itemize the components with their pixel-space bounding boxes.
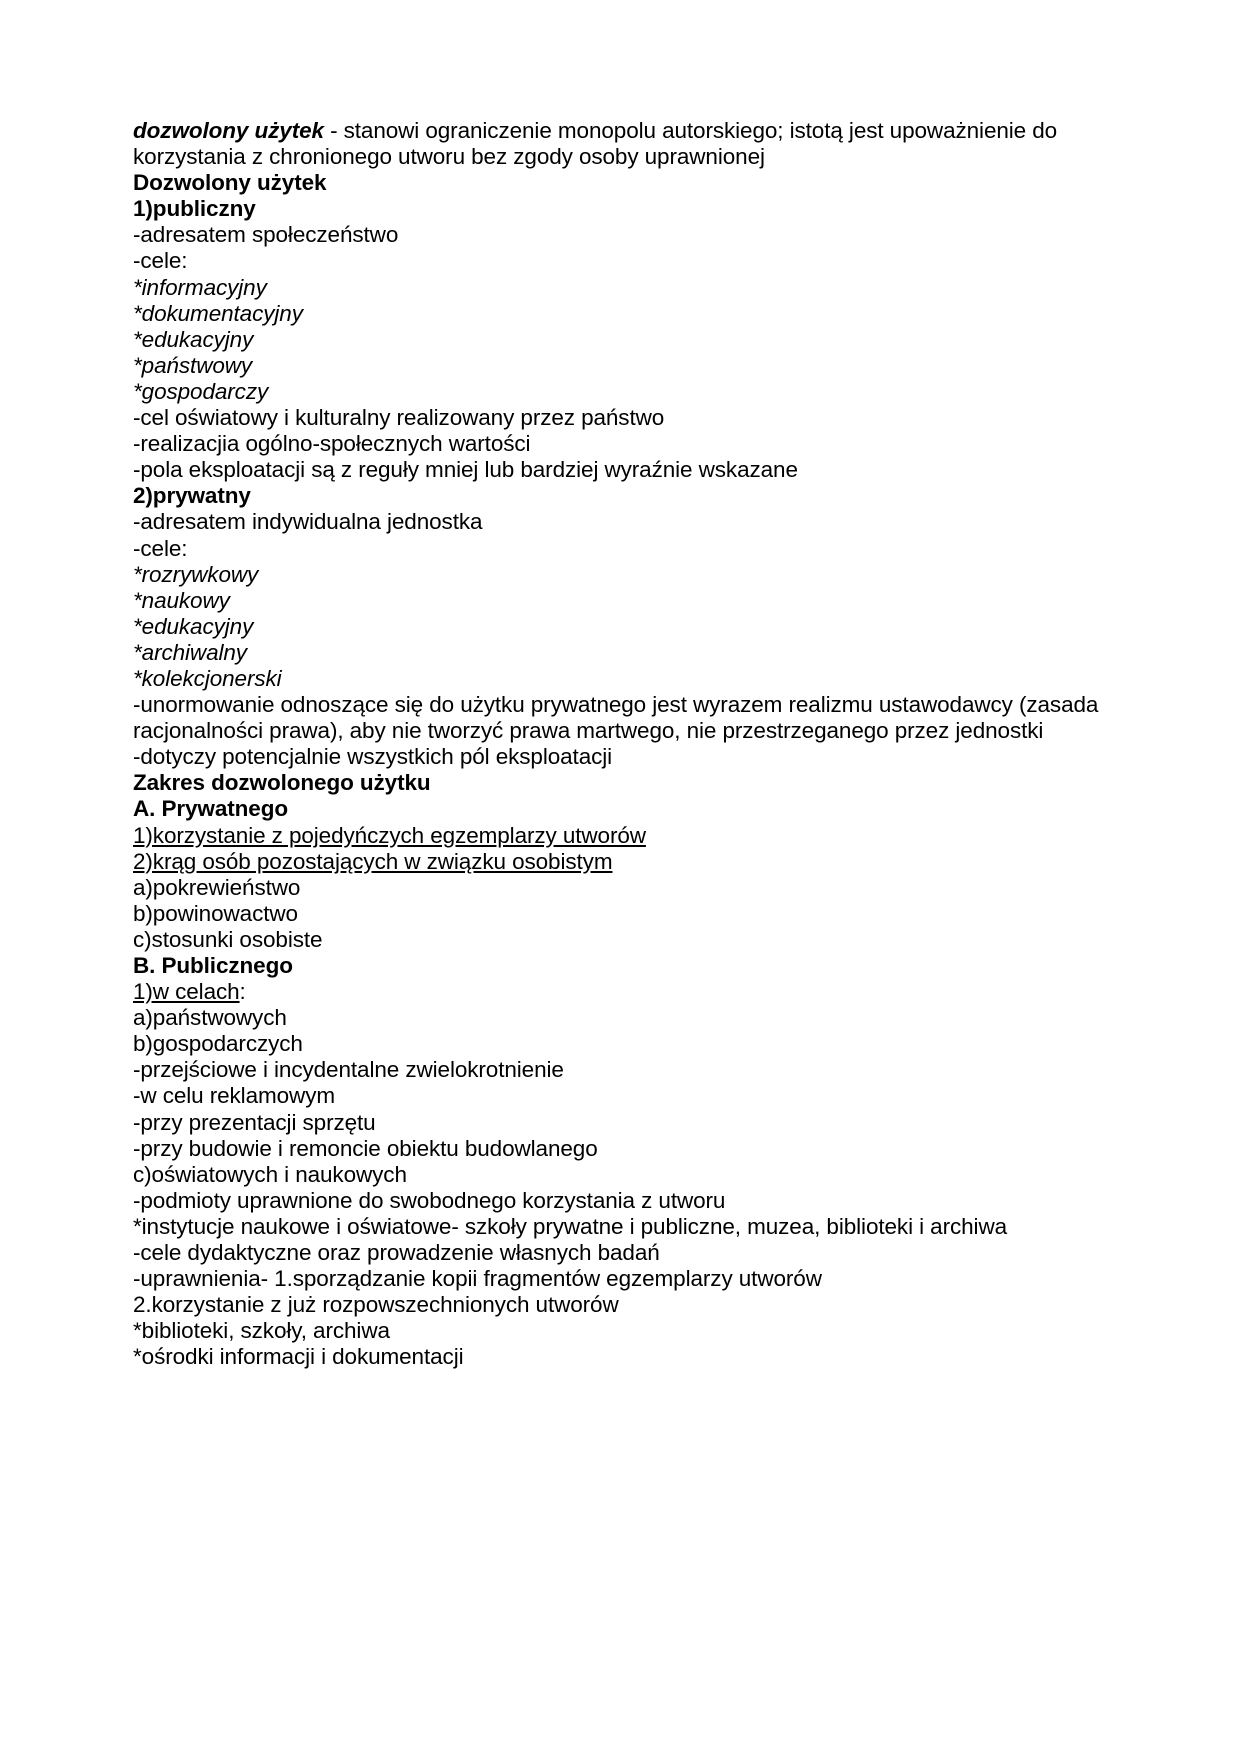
item-b1a-panstwowych: a)państwowych: [133, 1005, 287, 1031]
item-dotyczy-potencjalnie: -dotyczy potencjalnie wszystkich pól eksploatacji: [133, 744, 613, 770]
document-body: [133, 118, 1120, 1371]
item-uprawnienia-kopie: -uprawnienia- 1.sporządzanie kopii fragmentów egzemplarzy utworów: [133, 1266, 822, 1292]
item-panstwowy: *państwowy: [133, 352, 253, 378]
item-adresatem-spoleczenstwo: -adresatem społeczeństwo: [133, 222, 399, 248]
item-gospodarczy: *gospodarczy: [133, 378, 269, 404]
item-b1b-gospodarczych: b)gospodarczych: [133, 1031, 303, 1057]
heading-a-prywatnego: A. Prywatnego: [133, 796, 288, 822]
heading-dozwolony-uzytek: Dozwolony użytek: [133, 170, 327, 196]
item-rozrywkowy: *rozrywkowy: [133, 561, 259, 587]
item-pola-eksploatacji: -pola eksploatacji są z reguły mniej lub bardziej wyraźnie wskazane: [133, 457, 798, 483]
heading-zakres-dozwolonego-uzytku: Zakres dozwolonego użytku: [133, 770, 431, 796]
item-cel-reklamowy: -w celu reklamowym: [133, 1083, 335, 1109]
heading-1-publiczny: 1)publiczny: [133, 196, 256, 222]
item-b1-w-celach: [133, 979, 1120, 1005]
item-adresatem-jednostka: -adresatem indywidualna jednostka: [133, 509, 483, 535]
item-prezentacja-sprzetu: -przy prezentacji sprzętu: [133, 1109, 376, 1135]
item-cele-prywatny: -cele:: [133, 535, 188, 561]
item-a2b-powinowactwo: b)powinowactwo: [133, 900, 298, 926]
item-biblioteki-szkoly-archiwa: *biblioteki, szkoły, archiwa: [133, 1318, 390, 1344]
item-korzystanie-rozpowszechnione: 2.korzystanie z już rozpowszechnionych utworów: [133, 1292, 619, 1318]
paragraph-unormowanie: -unormowanie odnoszące się do użytku prywatnego jest wyrazem realizmu ustawodawcy (zasada racjonalności prawa), aby nie tworzyć prawa martwego, nie przestrzeganego przez jednostki: [133, 692, 1099, 744]
item-b1-label: 1)w celach: [133, 979, 240, 1005]
item-a2-krag-osob: 2)krąg osób pozostających w związku osobistym: [133, 848, 613, 874]
item-cele-dydaktyczne: -cele dydaktyczne oraz prowadzenie własnych badań: [133, 1240, 660, 1266]
item-naukowy: *naukowy: [133, 587, 230, 613]
paragraph-instytucje-naukowe: *instytucje naukowe i oświatowe- szkoły prywatne i publiczne, muzea, biblioteki i archiwa: [133, 1213, 1008, 1239]
item-a2a-pokrewienstwo: a)pokrewieństwo: [133, 874, 301, 900]
term-dozwolony-uzytek: dozwolony użytek: [133, 118, 324, 143]
item-budowa-remont: -przy budowie i remoncie obiektu budowlanego: [133, 1135, 598, 1161]
item-edukacyjny-prywatny: *edukacyjny: [133, 613, 254, 639]
item-cel-oswiatowy: -cel oświatowy i kulturalny realizowany przez państwo: [133, 405, 665, 431]
item-informacyjny: *informacyjny: [133, 274, 267, 300]
item-b1-colon: :: [239, 979, 246, 1005]
item-dokumentacyjny: *dokumentacyjny: [133, 300, 303, 326]
item-a1-pojedyncze-egzemplarze: 1)korzystanie z pojedyńczych egzemplarzy utworów: [133, 822, 646, 848]
item-a2c-stosunki-osobiste: c)stosunki osobiste: [133, 926, 323, 952]
item-kolekcjonerski: *kolekcjonerski: [133, 665, 282, 691]
item-edukacyjny-publiczny: *edukacyjny: [133, 326, 254, 352]
paragraph-intro: [133, 118, 1120, 170]
item-przejsciowe-zwielokrotnienie: -przejściowe i incydentalne zwielokrotnienie: [133, 1057, 564, 1083]
heading-b-publicznego: B. Publicznego: [133, 953, 293, 978]
item-realizacja-wartosci: -realizacjia ogólno-społecznych wartości: [133, 431, 531, 457]
heading-2-prywatny: 2)prywatny: [133, 483, 251, 509]
item-archiwalny: *archiwalny: [133, 639, 247, 665]
item-b1c-oswiatowych-naukowych: c)oświatowych i naukowych: [133, 1161, 407, 1187]
item-osrodki-informacji: *ośrodki informacji i dokumentacji: [133, 1344, 464, 1370]
item-podmioty-uprawnione: -podmioty uprawnione do swobodnego korzystania z utworu: [133, 1187, 726, 1213]
item-cele-publiczny: -cele:: [133, 248, 188, 274]
term-definition: - stanowi ograniczenie monopolu autorskiego; istotą jest upoważnienie do korzystania z chronionego utworu bez zgody osoby uprawnionej: [133, 118, 1058, 170]
